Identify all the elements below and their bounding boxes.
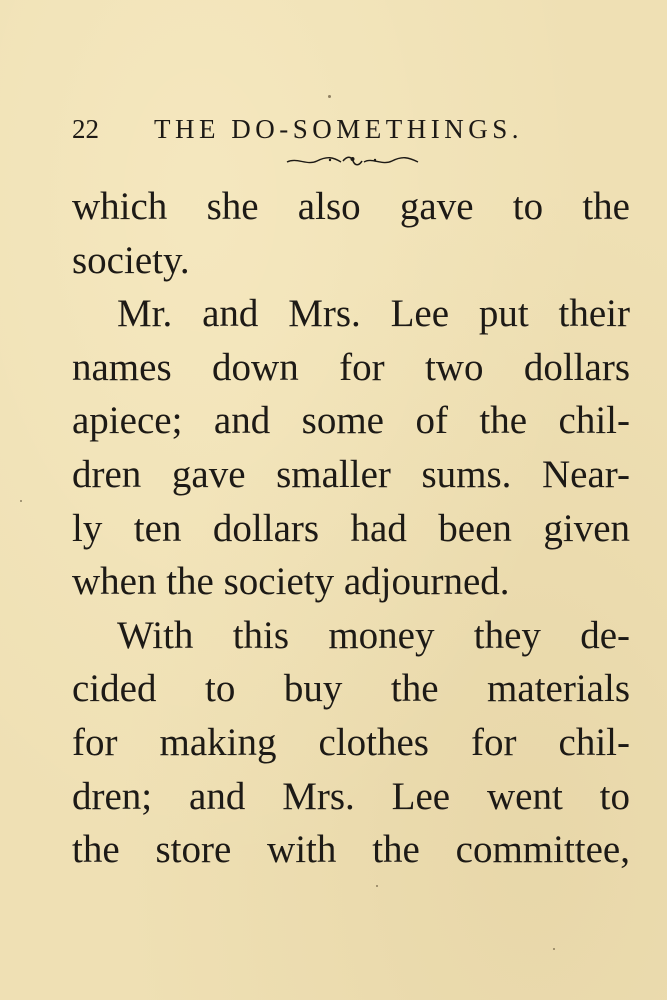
text-line: cided to buy the materials: [72, 667, 630, 711]
text-line: dren gave smaller sums. Near-: [72, 452, 630, 496]
paper-speck: [553, 948, 555, 950]
text-line: dren; and Mrs. Lee went to: [72, 774, 630, 818]
text-line: Mr. and Mrs. Lee put their: [117, 292, 630, 336]
body-text: [72, 180, 630, 877]
running-head: [72, 112, 552, 146]
text-line: which she also gave to the: [72, 185, 630, 228]
running-title: THE DO-SOMETHINGS.: [154, 114, 523, 144]
text-line: when the society adjourned.: [72, 560, 510, 604]
text-line: the store with the committee,: [72, 828, 630, 872]
text-line: names down for two dollars: [72, 345, 630, 389]
text-line: for making clothes for chil-: [72, 720, 630, 764]
paper-speck: [20, 500, 22, 502]
paper-speck: [328, 95, 331, 98]
text-line: ly ten dollars had been given: [72, 506, 630, 550]
decorative-flourish-icon: [285, 154, 420, 168]
page-number: 22: [72, 114, 99, 144]
text-line: society.: [72, 238, 190, 282]
text-line: With this money they de-: [117, 613, 630, 657]
paper-speck: [376, 885, 378, 887]
text-line: apiece; and some of the chil-: [72, 399, 630, 443]
